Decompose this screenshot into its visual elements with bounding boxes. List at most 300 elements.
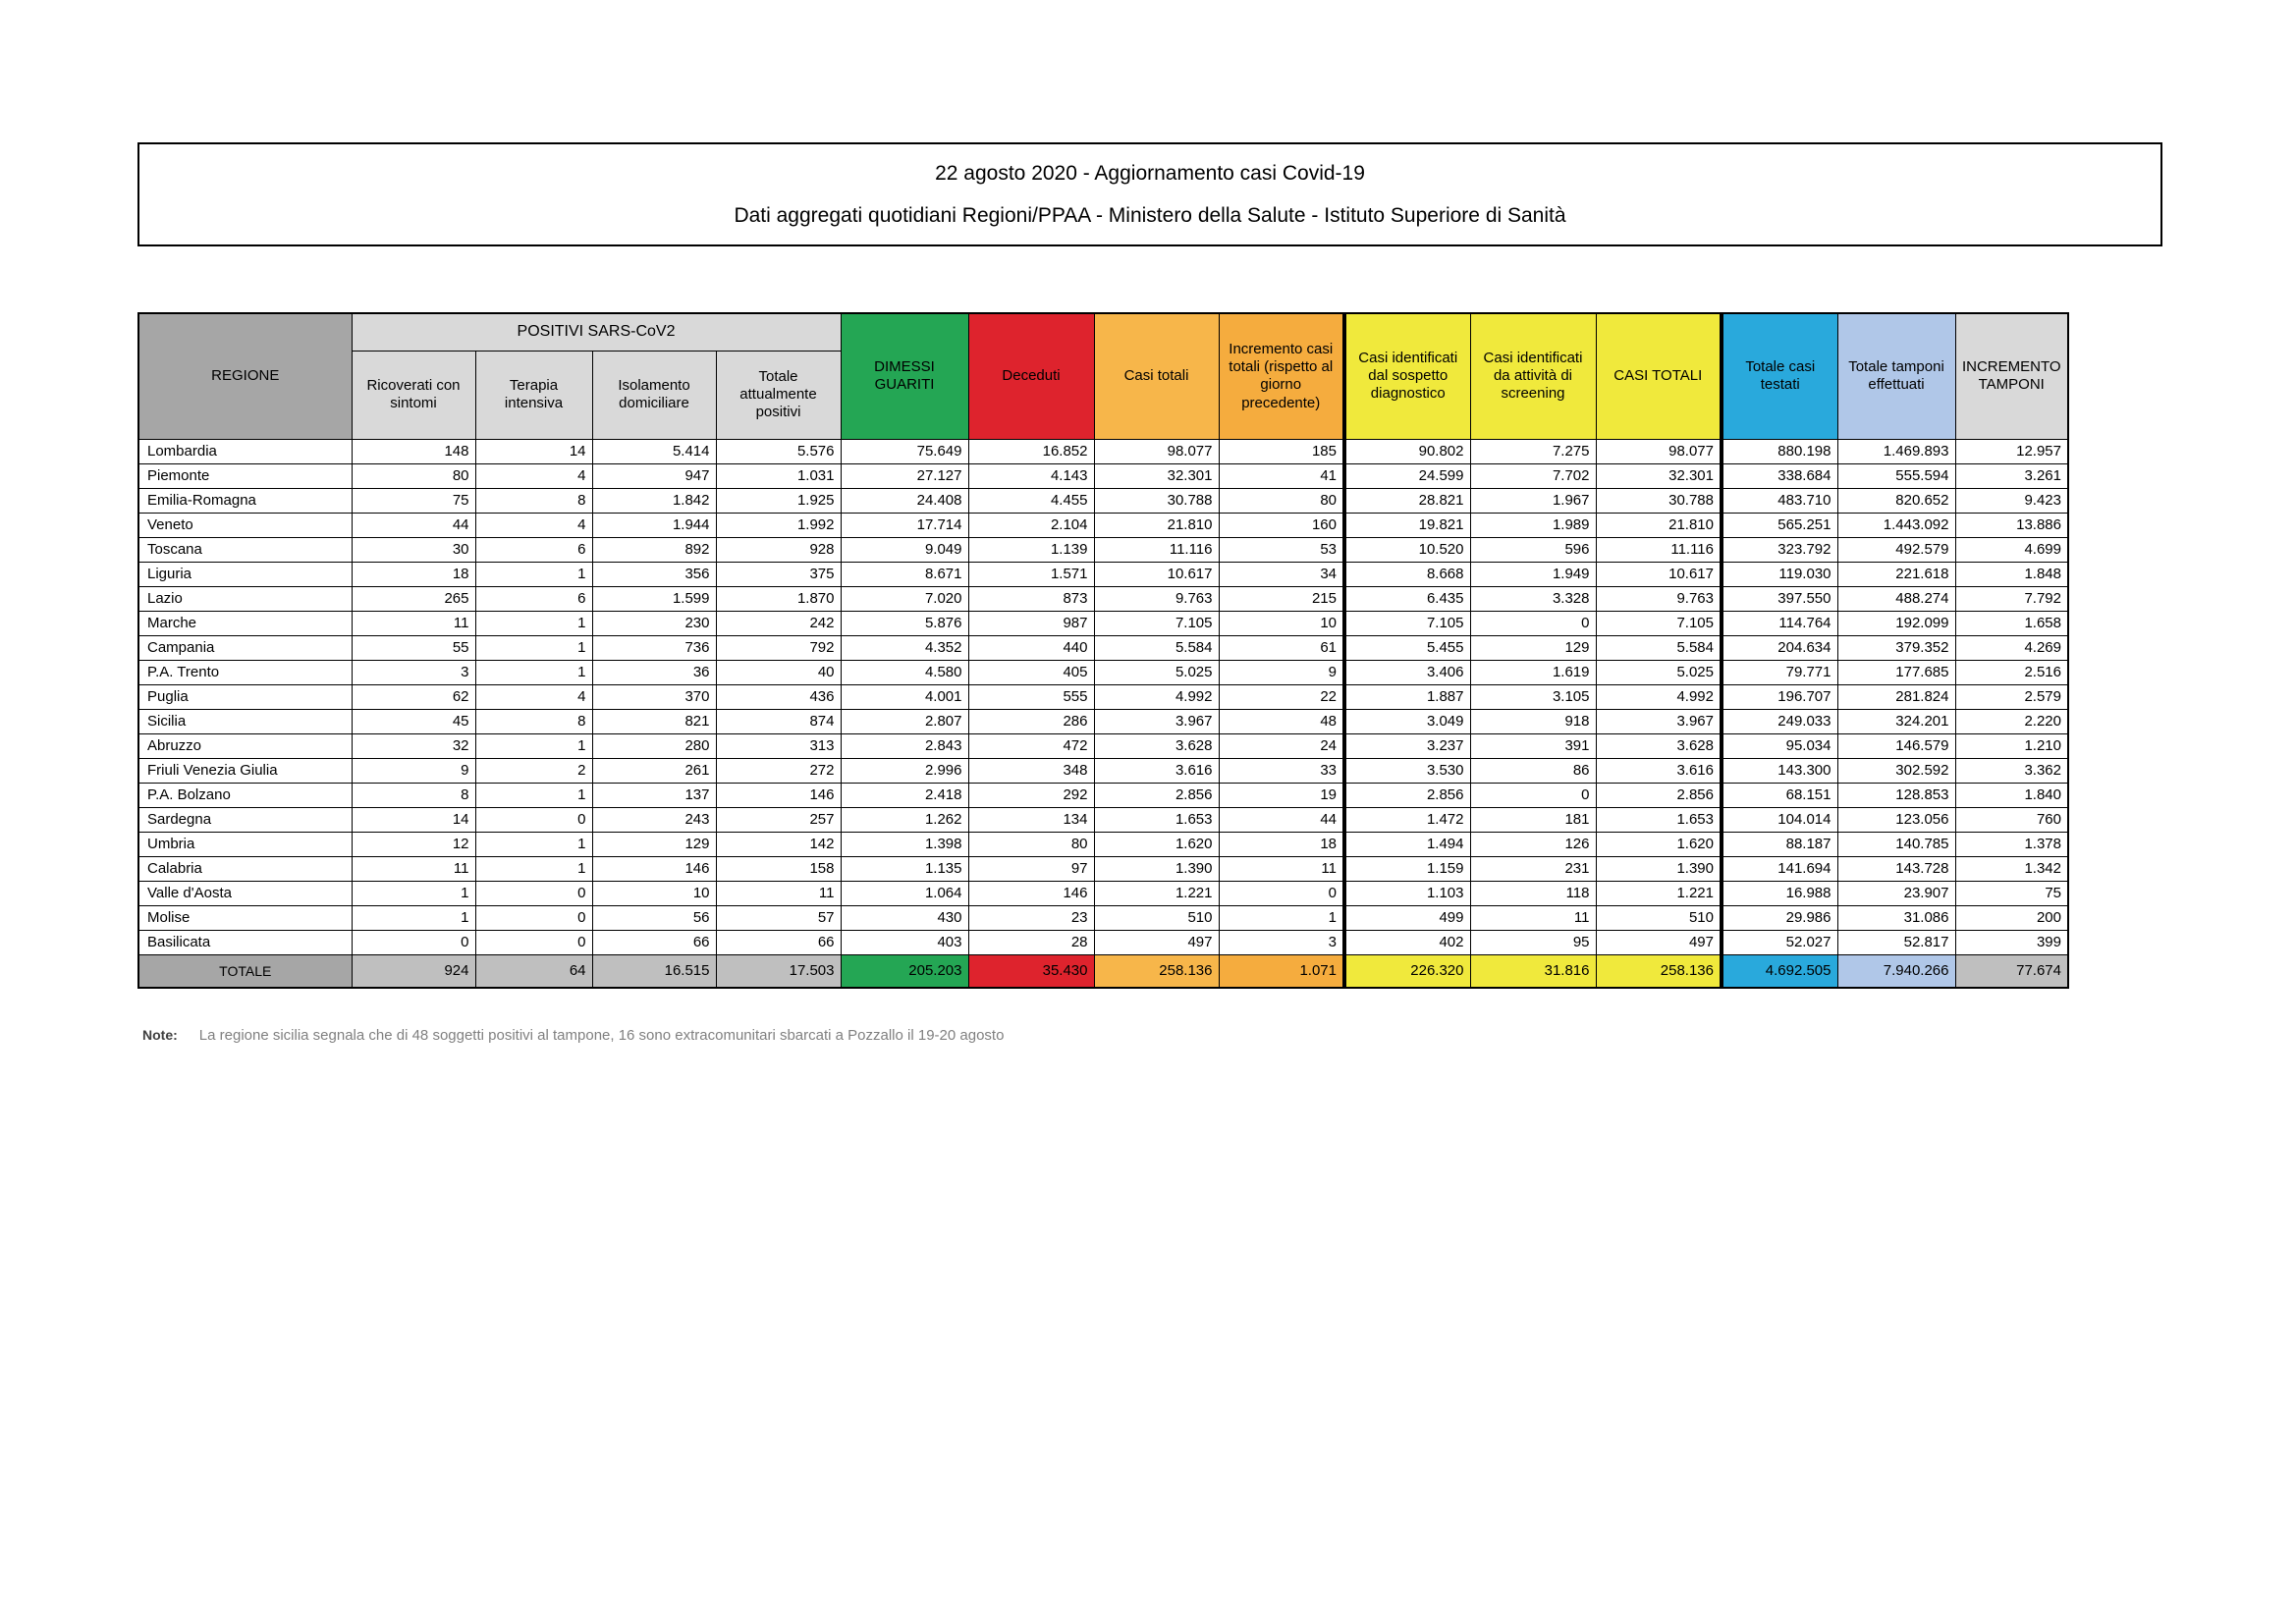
region-name: Veneto: [138, 513, 352, 537]
cell-value: 97: [968, 856, 1094, 881]
cell-value: 3.967: [1094, 709, 1219, 733]
totale-value: 31.816: [1470, 954, 1596, 988]
table-row: [138, 586, 2068, 611]
cell-value: 0: [475, 881, 592, 905]
cell-value: 146: [968, 881, 1094, 905]
cell-value: 4.352: [841, 635, 968, 660]
cell-value: 148: [352, 439, 475, 463]
cell-value: 90.802: [1344, 439, 1470, 463]
header-ricoverati-sintomi: Ricoverati con sintomi: [352, 351, 475, 439]
cell-value: 792: [716, 635, 841, 660]
header-incremento-tamponi: INCREMENTO TAMPONI: [1955, 313, 2068, 439]
cell-value: 7.702: [1470, 463, 1596, 488]
cell-value: 0: [475, 930, 592, 954]
cell-value: 34: [1219, 562, 1344, 586]
table-row: [138, 733, 2068, 758]
cell-value: 1.390: [1596, 856, 1722, 881]
region-name: Liguria: [138, 562, 352, 586]
cell-value: 53: [1219, 537, 1344, 562]
cell-value: 141.694: [1722, 856, 1837, 881]
cell-value: 5.455: [1344, 635, 1470, 660]
cell-value: 1: [352, 905, 475, 930]
table-row: [138, 832, 2068, 856]
cell-value: 736: [592, 635, 716, 660]
cell-value: 0: [475, 905, 592, 930]
cell-value: 265: [352, 586, 475, 611]
cell-value: 918: [1470, 709, 1596, 733]
table-row: [138, 709, 2068, 733]
cell-value: 126: [1470, 832, 1596, 856]
cell-value: 75.649: [841, 439, 968, 463]
cell-value: 30.788: [1094, 488, 1219, 513]
cell-value: 760: [1955, 807, 2068, 832]
cell-value: 11: [1219, 856, 1344, 881]
cell-value: 0: [1470, 783, 1596, 807]
cell-value: 472: [968, 733, 1094, 758]
cell-value: 1: [475, 733, 592, 758]
totale-value: 7.940.266: [1837, 954, 1955, 988]
cell-value: 28.821: [1344, 488, 1470, 513]
totale-value: 16.515: [592, 954, 716, 988]
cell-value: 11.116: [1596, 537, 1722, 562]
cell-value: 128.853: [1837, 783, 1955, 807]
region-name: Emilia-Romagna: [138, 488, 352, 513]
cell-value: 7.105: [1094, 611, 1219, 635]
cell-value: 11.116: [1094, 537, 1219, 562]
cell-value: 146.579: [1837, 733, 1955, 758]
totale-value: 64: [475, 954, 592, 988]
cell-value: 3: [1219, 930, 1344, 954]
cell-value: 243: [592, 807, 716, 832]
cell-value: 440: [968, 635, 1094, 660]
cell-value: 7.105: [1596, 611, 1722, 635]
cell-value: 1.870: [716, 586, 841, 611]
region-name: Umbria: [138, 832, 352, 856]
cell-value: 510: [1094, 905, 1219, 930]
cell-value: 1.398: [841, 832, 968, 856]
totale-value: 35.430: [968, 954, 1094, 988]
cell-value: 1.992: [716, 513, 841, 537]
cell-value: 1.620: [1596, 832, 1722, 856]
cell-value: 6: [475, 537, 592, 562]
header-casi-totali: Casi totali: [1094, 313, 1219, 439]
cell-value: 820.652: [1837, 488, 1955, 513]
cell-value: 4.580: [841, 660, 968, 684]
cell-value: 14: [352, 807, 475, 832]
cell-value: 313: [716, 733, 841, 758]
cell-value: 510: [1596, 905, 1722, 930]
cell-value: 2.104: [968, 513, 1094, 537]
cell-value: 2.996: [841, 758, 968, 783]
cell-value: 146: [716, 783, 841, 807]
totale-value: 924: [352, 954, 475, 988]
region-name: P.A. Bolzano: [138, 783, 352, 807]
cell-value: 1.221: [1094, 881, 1219, 905]
cell-value: 3.628: [1094, 733, 1219, 758]
cell-value: 52.817: [1837, 930, 1955, 954]
cell-value: 48: [1219, 709, 1344, 733]
cell-value: 137: [592, 783, 716, 807]
cell-value: 880.198: [1722, 439, 1837, 463]
cell-value: 44: [352, 513, 475, 537]
cell-value: 3.362: [1955, 758, 2068, 783]
cell-value: 928: [716, 537, 841, 562]
cell-value: 86: [1470, 758, 1596, 783]
cell-value: 7.020: [841, 586, 968, 611]
cell-value: 11: [1470, 905, 1596, 930]
cell-value: 987: [968, 611, 1094, 635]
table-row: [138, 660, 2068, 684]
cell-value: 1.210: [1955, 733, 2068, 758]
cell-value: 196.707: [1722, 684, 1837, 709]
cell-value: 348: [968, 758, 1094, 783]
cell-value: 1.342: [1955, 856, 2068, 881]
cell-value: 17.714: [841, 513, 968, 537]
cell-value: 874: [716, 709, 841, 733]
cell-value: 41: [1219, 463, 1344, 488]
cell-value: 18: [1219, 832, 1344, 856]
cell-value: 28: [968, 930, 1094, 954]
table-row: [138, 856, 2068, 881]
table-row: [138, 758, 2068, 783]
cell-value: 272: [716, 758, 841, 783]
region-name: Sicilia: [138, 709, 352, 733]
cell-value: 1.494: [1344, 832, 1470, 856]
table-row: [138, 562, 2068, 586]
note-label: Note:: [142, 1027, 178, 1043]
cell-value: 4.992: [1094, 684, 1219, 709]
cell-value: 8: [475, 709, 592, 733]
cell-value: 118: [1470, 881, 1596, 905]
table-row: [138, 930, 2068, 954]
table-row: [138, 513, 2068, 537]
cell-value: 555.594: [1837, 463, 1955, 488]
cell-value: 3: [352, 660, 475, 684]
region-name: Lazio: [138, 586, 352, 611]
cell-value: 1.443.092: [1837, 513, 1955, 537]
table-row: [138, 537, 2068, 562]
cell-value: 1.472: [1344, 807, 1470, 832]
cell-value: 7.105: [1344, 611, 1470, 635]
cell-value: 181: [1470, 807, 1596, 832]
cell-value: 21.810: [1094, 513, 1219, 537]
cell-value: 80: [968, 832, 1094, 856]
cell-value: 80: [352, 463, 475, 488]
cell-value: 11: [352, 856, 475, 881]
cell-value: 873: [968, 586, 1094, 611]
table-row: [138, 783, 2068, 807]
cell-value: 391: [1470, 733, 1596, 758]
totale-value: 4.692.505: [1722, 954, 1837, 988]
cell-value: 129: [1470, 635, 1596, 660]
report-subtitle: Dati aggregati quotidiani Regioni/PPAA - Ministero della Salute - Istituto Superiore di Sanità: [734, 203, 1566, 227]
cell-value: 4: [475, 463, 592, 488]
cell-value: 177.685: [1837, 660, 1955, 684]
totale-value: 258.136: [1596, 954, 1722, 988]
cell-value: 143.728: [1837, 856, 1955, 881]
cell-value: 3.406: [1344, 660, 1470, 684]
cell-value: 19: [1219, 783, 1344, 807]
cell-value: 7.792: [1955, 586, 2068, 611]
cell-value: 436: [716, 684, 841, 709]
cell-value: 7.275: [1470, 439, 1596, 463]
note: [142, 1027, 1004, 1044]
header-casi-totali-2: CASI TOTALI: [1596, 313, 1722, 439]
cell-value: 2.843: [841, 733, 968, 758]
region-name: Marche: [138, 611, 352, 635]
cell-value: 1: [475, 832, 592, 856]
cell-value: 399: [1955, 930, 2068, 954]
cell-value: 9.423: [1955, 488, 2068, 513]
cell-value: 499: [1344, 905, 1470, 930]
cell-value: 1.599: [592, 586, 716, 611]
cell-value: 370: [592, 684, 716, 709]
totale-value: 17.503: [716, 954, 841, 988]
cell-value: 75: [352, 488, 475, 513]
cell-value: 1.390: [1094, 856, 1219, 881]
table-row: [138, 463, 2068, 488]
cell-value: 1: [475, 783, 592, 807]
totale-row: [138, 954, 2068, 988]
cell-value: 3.261: [1955, 463, 2068, 488]
cell-value: 32.301: [1596, 463, 1722, 488]
cell-value: 9.763: [1094, 586, 1219, 611]
cell-value: 2.856: [1596, 783, 1722, 807]
cell-value: 231: [1470, 856, 1596, 881]
cell-value: 12.957: [1955, 439, 2068, 463]
cell-value: 1.658: [1955, 611, 2068, 635]
cell-value: 1.064: [841, 881, 968, 905]
cell-value: 10.617: [1596, 562, 1722, 586]
cell-value: 158: [716, 856, 841, 881]
cell-value: 98.077: [1094, 439, 1219, 463]
cell-value: 1.620: [1094, 832, 1219, 856]
cell-value: 292: [968, 783, 1094, 807]
totale-label: TOTALE: [138, 954, 352, 988]
title-box: [137, 142, 2162, 246]
region-name: P.A. Trento: [138, 660, 352, 684]
header-tamponi-effettuati: Totale tamponi effettuati: [1837, 313, 1955, 439]
cell-value: 405: [968, 660, 1094, 684]
cell-value: 95: [1470, 930, 1596, 954]
cell-value: 821: [592, 709, 716, 733]
cell-value: 9.049: [841, 537, 968, 562]
totale-value: 226.320: [1344, 954, 1470, 988]
cell-value: 142: [716, 832, 841, 856]
cell-value: 1.887: [1344, 684, 1470, 709]
cell-value: 104.014: [1722, 807, 1837, 832]
cell-value: 1.848: [1955, 562, 2068, 586]
cell-value: 44: [1219, 807, 1344, 832]
cell-value: 4.269: [1955, 635, 2068, 660]
cell-value: 123.056: [1837, 807, 1955, 832]
region-name: Basilicata: [138, 930, 352, 954]
cell-value: 75: [1955, 881, 2068, 905]
cell-value: 1.949: [1470, 562, 1596, 586]
cell-value: 0: [352, 930, 475, 954]
header-isolamento-domiciliare: Isolamento domiciliare: [592, 351, 716, 439]
region-name: Puglia: [138, 684, 352, 709]
cell-value: 6.435: [1344, 586, 1470, 611]
cell-value: 403: [841, 930, 968, 954]
cell-value: 947: [592, 463, 716, 488]
table-row: [138, 488, 2068, 513]
cell-value: 32.301: [1094, 463, 1219, 488]
cell-value: 4.699: [1955, 537, 2068, 562]
cell-value: 23.907: [1837, 881, 1955, 905]
cell-value: 8.671: [841, 562, 968, 586]
table-row: [138, 881, 2068, 905]
cell-value: 9: [1219, 660, 1344, 684]
header-dimessi-guariti: DIMESSI GUARITI: [841, 313, 968, 439]
region-name: Sardegna: [138, 807, 352, 832]
cell-value: 1: [475, 562, 592, 586]
cell-value: 1.653: [1596, 807, 1722, 832]
cell-value: 492.579: [1837, 537, 1955, 562]
cell-value: 430: [841, 905, 968, 930]
cell-value: 29.986: [1722, 905, 1837, 930]
cell-value: 14: [475, 439, 592, 463]
cell-value: 261: [592, 758, 716, 783]
cell-value: 68.151: [1722, 783, 1837, 807]
table-row: [138, 611, 2068, 635]
cell-value: 30: [352, 537, 475, 562]
cell-value: 1: [1219, 905, 1344, 930]
cell-value: 36: [592, 660, 716, 684]
cell-value: 1.944: [592, 513, 716, 537]
cell-value: 9.763: [1596, 586, 1722, 611]
region-name: Calabria: [138, 856, 352, 881]
cell-value: 1.139: [968, 537, 1094, 562]
table-row: [138, 684, 2068, 709]
cell-value: 2: [475, 758, 592, 783]
cell-value: 0: [1219, 881, 1344, 905]
cell-value: 5.414: [592, 439, 716, 463]
header-regione: REGIONE: [138, 313, 352, 439]
cell-value: 134: [968, 807, 1094, 832]
cell-value: 1.031: [716, 463, 841, 488]
cell-value: 2.579: [1955, 684, 2068, 709]
cell-value: 3.616: [1094, 758, 1219, 783]
cell-value: 146: [592, 856, 716, 881]
table-row: [138, 439, 2068, 463]
cell-value: 338.684: [1722, 463, 1837, 488]
report-title: 22 agosto 2020 - Aggiornamento casi Covid-19: [935, 162, 1365, 186]
cell-value: 555: [968, 684, 1094, 709]
cell-value: 88.187: [1722, 832, 1837, 856]
cell-value: 40: [716, 660, 841, 684]
cell-value: 565.251: [1722, 513, 1837, 537]
cell-value: 45: [352, 709, 475, 733]
cell-value: 1: [475, 611, 592, 635]
cell-value: 3.616: [1596, 758, 1722, 783]
cell-value: 324.201: [1837, 709, 1955, 733]
cell-value: 483.710: [1722, 488, 1837, 513]
cell-value: 18: [352, 562, 475, 586]
cell-value: 9: [352, 758, 475, 783]
cell-value: 488.274: [1837, 586, 1955, 611]
cell-value: 10: [1219, 611, 1344, 635]
cell-value: 0: [1470, 611, 1596, 635]
cell-value: 24.599: [1344, 463, 1470, 488]
cell-value: 2.856: [1344, 783, 1470, 807]
cell-value: 397.550: [1722, 586, 1837, 611]
cell-value: 1.571: [968, 562, 1094, 586]
cell-value: 31.086: [1837, 905, 1955, 930]
cell-value: 24.408: [841, 488, 968, 513]
cell-value: 1: [475, 856, 592, 881]
cell-value: 230: [592, 611, 716, 635]
cell-value: 1.989: [1470, 513, 1596, 537]
cell-value: 249.033: [1722, 709, 1837, 733]
totale-value: 1.071: [1219, 954, 1344, 988]
cell-value: 257: [716, 807, 841, 832]
cell-value: 1.159: [1344, 856, 1470, 881]
cell-value: 66: [716, 930, 841, 954]
cell-value: 80: [1219, 488, 1344, 513]
cell-value: 95.034: [1722, 733, 1837, 758]
cell-value: 280: [592, 733, 716, 758]
cell-value: 19.821: [1344, 513, 1470, 537]
cell-value: 56: [592, 905, 716, 930]
cell-value: 242: [716, 611, 841, 635]
cell-value: 16.852: [968, 439, 1094, 463]
cell-value: 2.516: [1955, 660, 2068, 684]
cell-value: 1: [352, 881, 475, 905]
cell-value: 21.810: [1596, 513, 1722, 537]
cell-value: 302.592: [1837, 758, 1955, 783]
region-name: Valle d'Aosta: [138, 881, 352, 905]
cell-value: 215: [1219, 586, 1344, 611]
cell-value: 160: [1219, 513, 1344, 537]
cell-value: 1.262: [841, 807, 968, 832]
cell-value: 27.127: [841, 463, 968, 488]
cell-value: 33: [1219, 758, 1344, 783]
cell-value: 200: [1955, 905, 2068, 930]
cell-value: 11: [716, 881, 841, 905]
table-row: [138, 807, 2068, 832]
cell-value: 4: [475, 513, 592, 537]
cell-value: 1.103: [1344, 881, 1470, 905]
cell-value: 4.455: [968, 488, 1094, 513]
cell-value: 204.634: [1722, 635, 1837, 660]
cell-value: 1.221: [1596, 881, 1722, 905]
cell-value: 61: [1219, 635, 1344, 660]
cell-value: 192.099: [1837, 611, 1955, 635]
cell-value: 98.077: [1596, 439, 1722, 463]
cell-value: 4: [475, 684, 592, 709]
cell-value: 5.584: [1596, 635, 1722, 660]
cell-value: 140.785: [1837, 832, 1955, 856]
cell-value: 24: [1219, 733, 1344, 758]
cell-value: 356: [592, 562, 716, 586]
region-name: Campania: [138, 635, 352, 660]
cell-value: 1: [475, 635, 592, 660]
cell-value: 4.143: [968, 463, 1094, 488]
header-deceduti: Deceduti: [968, 313, 1094, 439]
header-casi-testati: Totale casi testati: [1722, 313, 1837, 439]
cell-value: 281.824: [1837, 684, 1955, 709]
table-row: [138, 635, 2068, 660]
cell-value: 1.469.893: [1837, 439, 1955, 463]
totale-value: 77.674: [1955, 954, 2068, 988]
cell-value: 596: [1470, 537, 1596, 562]
cell-value: 1.967: [1470, 488, 1596, 513]
cell-value: 6: [475, 586, 592, 611]
cell-value: 22: [1219, 684, 1344, 709]
cell-value: 32: [352, 733, 475, 758]
cell-value: 0: [475, 807, 592, 832]
